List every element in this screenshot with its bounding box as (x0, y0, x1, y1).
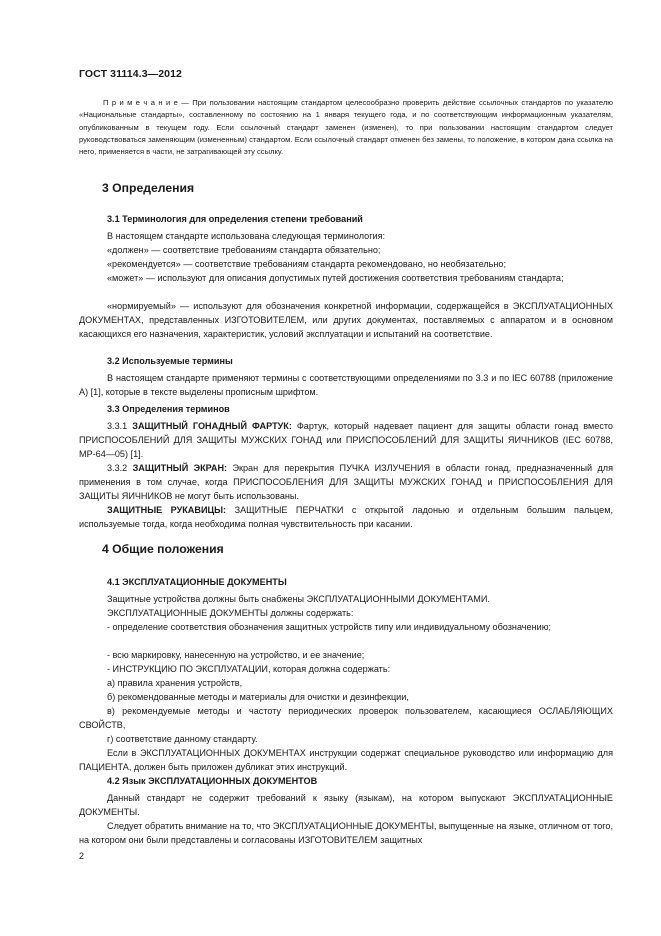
paragraph: В настоящем стандарте использована следующая терминология: (107, 231, 386, 241)
list-item: б) рекомендованные методы и материалы для очистки и дезинфекции, (107, 692, 409, 702)
paragraph: Защитные устройства должны быть снабжены ЭКСПЛУАТАЦИОННЫМИ ДОКУМЕНТАМИ. (107, 594, 490, 604)
paragraph: В настоящем стандарте применяют термины с соответствующими определениями по 3.3 и по IEC 60788 (приложение А) [1], которые в тексте выделены прописным шрифтом. (79, 373, 613, 397)
section-3-2-heading: 3.2 Используемые термины (107, 356, 233, 366)
term-name: ЗАЩИТНЫЙ ЭКРАН: (132, 463, 228, 473)
section-4-2-heading: 4.2 Язык ЭКСПЛУАТАЦИОННЫХ ДОКУМЕНТОВ (107, 776, 318, 786)
list-item: - всю маркировку, нанесенную на устройство, и ее значение; (107, 650, 365, 660)
term-name: ЗАЩИТНЫЙ ГОНАДНЫЙ ФАРТУК: (132, 421, 292, 431)
list-item: г) соответствие данному стандарту. (107, 734, 258, 744)
section-3-heading: 3 Определения (102, 181, 195, 195)
list-item: в) рекомендуемые методы и частоту периодических проверок пользователем, касающиеся ОСЛАБЛЯЮЩИХ СВОЙСТВ, (79, 706, 613, 730)
section-3-3-heading: 3.3 Определения терминов (107, 404, 230, 414)
section-4-1-heading: 4.1 ЭКСПЛУАТАЦИОННЫЕ ДОКУМЕНТЫ (107, 577, 287, 587)
section-3-1-heading: 3.1 Терминология для определения степени требований (107, 214, 363, 224)
list-item: а) правила хранения устройств, (107, 678, 243, 688)
paragraph: «может» — используют для описания допустимых путей достижения соответствия требованиям стандарта; (107, 273, 564, 283)
document-code-header: ГОСТ 31114.3—2012 (79, 68, 182, 80)
reference-note-text: П р и м е ч а н и е — При пользовании настоящим стандартом целесообразно проверить действие ссылочных стандартов по указателю «Национальные стандарты», составленному по состоянию на 1 января текущего года, и по соответствующим информационным указателям, опубликованным в текущем году. Если ссылочный стандарт заменен (изменен), то при пользовании настоящим стандартом следует руководствоваться заменяющим (измененным) стандартом. Если ссылочный стандарт отменен без замены, то положение, в котором дана ссылка на него, применяется в части, не затрагивающей эту ссылку. (79, 98, 613, 157)
term-text: Фартук, который надевает пациент для защиты области гонад вместо ПРИСПОСОБЛЕНИЙ ДЛЯ ЗАЩИТЫ МУЖСКИХ ГОНАД или ПРИСПОСОБЛЕНИЙ ДЛЯ ЗАЩИТЫ ЯИЧНИКОВ (IEC 60788, MP-64—05) [1]. (79, 421, 613, 459)
paragraph: «должен» — соответствие требованиям стандарта обязательно; (107, 245, 381, 255)
reference-note (79, 97, 613, 158)
term-number: 3.3.2 (107, 463, 128, 473)
paragraph: «рекомендуется» — соответствие требованиям стандарта рекомендовано, но необязательно; (107, 259, 506, 269)
list-item: - ИНСТРУКЦИЮ ПО ЭКСПЛУАТАЦИИ, которая должна содержать: (107, 664, 391, 674)
term-text: Экран для перекрытия ПУЧКА ИЗЛУЧЕНИЯ в области гонад, предназначенный для применения в том случае, когда ПРИСПОСОБЛЕНИЯ ДЛЯ ЗАЩИТЫ МУЖСКИХ ГОНАД и ПРИСПОСОБЛЕНИЯ ДЛЯ ЗАЩИТЫ ЯИЧНИКОВ не могут быть использованы. (79, 463, 614, 501)
paragraph: Данный стандарт не содержит требований к языку (языкам), на котором выпускают ЭКСПЛУАТАЦИОННЫЕ ДОКУМЕНТЫ. (79, 793, 613, 817)
term-definition (79, 461, 613, 503)
paragraph: «нормируемый» — используют для обозначения конкретной информации, содержащейся в ЭКСПЛУАТАЦИОННЫХ ДОКУМЕНТАХ, представленных ИЗГОТОВИТЕЛЕМ, или других документах, поставляемых с аппаратом и в основном касающихся его назначения, характеристик, условий эксплуатации и испытаний на соответствие. (79, 301, 613, 339)
page-number: 2 (79, 851, 85, 861)
term-definition (79, 503, 613, 531)
paragraph: Следует обратить внимание на то, что ЭКСПЛУАТАЦИОННЫЕ ДОКУМЕНТЫ, выпущенные на языке, отличном от того, на котором они были представлены и согласованы ИЗГОТОВИТЕЛЕМ защитных (79, 821, 613, 845)
paragraph: Если в ЭКСПЛУАТАЦИОННЫХ ДОКУМЕНТАХ инструкции содержат специальное руководство или информацию для ПАЦИЕНТА, должен быть приложен дубликат этих инструкций. (79, 748, 613, 772)
list-item: - определение соответствия обозначения защитных устройств типу или индивидуальному обозначению; (107, 622, 552, 632)
term-name: ЗАЩИТНЫЕ РУКАВИЦЫ: (107, 505, 227, 515)
term-number: 3.3.1 (107, 421, 128, 431)
term-text: ЗАЩИТНЫЕ ПЕРЧАТКИ с открытой ладонью и отдельным большим пальцем, используемые тогда, когда необходима полная чувствительность при касании. (79, 505, 613, 529)
term-definition (79, 419, 613, 461)
section-4-heading: 4 Общие положения (102, 542, 224, 556)
paragraph: ЭКСПЛУАТАЦИОННЫЕ ДОКУМЕНТЫ должны содержать: (107, 608, 354, 618)
